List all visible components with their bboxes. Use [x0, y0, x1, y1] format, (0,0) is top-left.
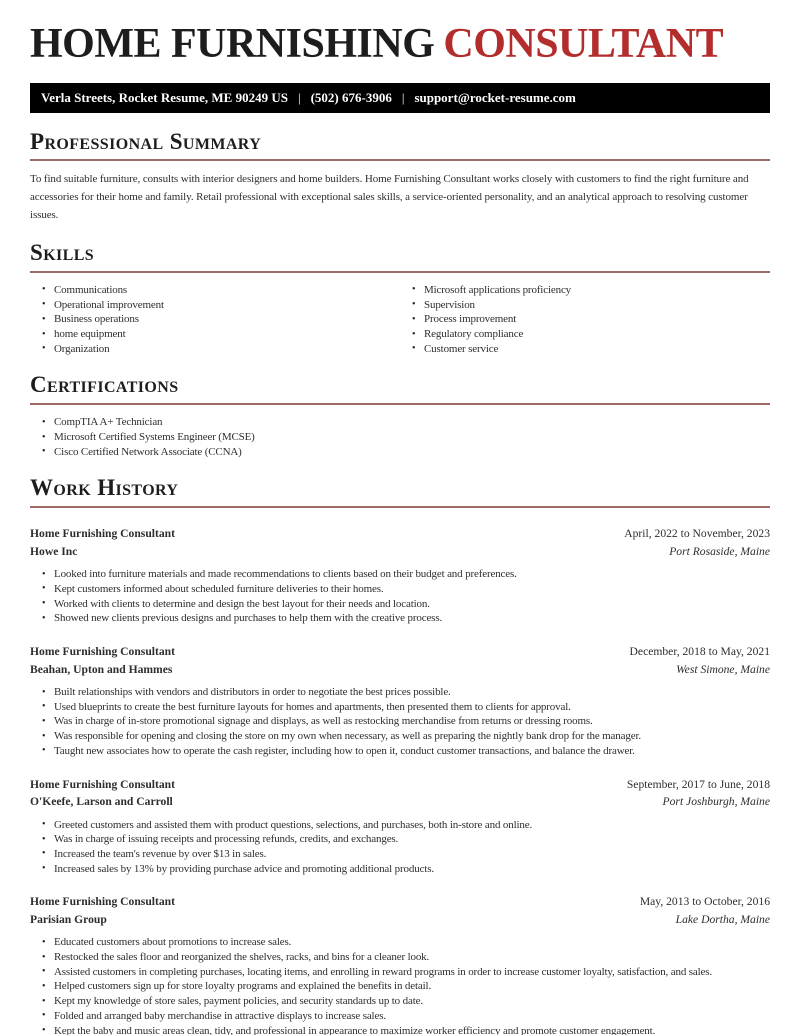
job-bullet: • Used blueprints to create the best furniture layouts for homes and apartments, then presented them to clients for approval. — [54, 700, 770, 715]
job-bullet: • Was responsible for opening and closing the store on my own when necessary, as well as preparing the nightly bank drop for the manager. — [54, 729, 770, 744]
job-bullet: • Looked into furniture materials and made recommendations to clients based on their budget and preferences. — [54, 567, 770, 582]
skill-item: • Microsoft applications proficiency — [424, 283, 770, 298]
job-bullet: • Showed new clients previous designs and purchases to help them with the creative process. — [54, 611, 770, 626]
certification-item: • CompTIA A+ Technician — [54, 415, 770, 430]
pipe-separator: | — [401, 89, 405, 105]
job-company: Parisian Group — [30, 912, 107, 926]
job-bullet: • Was in charge of issuing receipts and processing refunds, credits, and exchanges. — [54, 832, 770, 847]
skill-item: • Supervision — [424, 298, 770, 313]
job-bullets — [30, 567, 770, 626]
job-company: O'Keefe, Larson and Carroll — [30, 795, 173, 809]
job-bullet: • Kept customers informed about scheduled furniture deliveries to their homes. — [54, 582, 770, 597]
contact-address: Verla Streets, Rocket Resume, ME 90249 US — [41, 89, 288, 105]
job-bullet: • Built relationships with vendors and distributors in order to negotiate the best prices possible. — [54, 685, 770, 700]
job-entry — [30, 525, 770, 626]
job-bullet: • Kept the baby and music areas clean, tidy, and professional in appearance to maximize worker efficiency and promote customer engagement. — [54, 1024, 770, 1035]
skill-item: • Operational improvement — [54, 298, 400, 313]
job-company: Howe Inc — [30, 544, 78, 558]
job-entry — [30, 893, 770, 1035]
section-professional-summary — [30, 130, 770, 225]
job-bullet: • Educated customers about promotions to increase sales. — [54, 935, 770, 950]
contact-phone: (502) 676-3906 — [310, 89, 392, 105]
professional-summary-text: To find suitable furniture, consults with interior designers and home builders. Home Furnishing Consultant works closely with customers to find the right furniture and accessories for their home and family. Retail professional with exceptional sales skills, a service-oriented personality, and an analytical approach to resolving customer issues. — [30, 173, 749, 221]
skill-item: • Communications — [54, 283, 400, 298]
section-certifications — [30, 373, 770, 459]
job-entry — [30, 643, 770, 759]
skill-item: • home equipment — [54, 327, 400, 342]
job-company: Beahan, Upton and Hammes — [30, 662, 173, 676]
job-company-row — [30, 543, 770, 561]
skills-column-right — [400, 283, 770, 357]
job-location: Port Joshburgh, Maine — [662, 795, 770, 809]
contact-bar — [30, 83, 770, 113]
professional-summary-heading: Professional Summary — [30, 130, 770, 162]
certifications-heading: Certifications — [30, 373, 770, 405]
skills-column-left — [30, 283, 400, 357]
job-title: Home Furnishing Consultant — [30, 645, 175, 659]
job-bullet: • Taught new associates how to operate the cash register, including how to open it, conduct customer transactions, and balance the drawer. — [54, 744, 770, 759]
title-primary: HOME FURNISHING — [30, 21, 435, 67]
certification-item: • Cisco Certified Network Associate (CCNA) — [54, 445, 770, 460]
skills-heading: Skills — [30, 241, 770, 273]
job-bullets — [30, 818, 770, 877]
pipe-separator: | — [297, 89, 301, 105]
skill-item: • Organization — [54, 342, 400, 357]
job-title: Home Furnishing Consultant — [30, 527, 175, 541]
certification-item: • Microsoft Certified Systems Engineer (MCSE) — [54, 430, 770, 445]
job-bullet: • Restocked the sales floor and reorganized the shelves, racks, and bins for a cleaner look. — [54, 950, 770, 965]
skills-columns — [30, 283, 770, 357]
job-title: Home Furnishing Consultant — [30, 777, 175, 791]
job-dates: May, 2013 to October, 2016 — [639, 895, 770, 909]
job-title-row — [30, 776, 770, 794]
job-bullet: • Was in charge of in-store promotional signage and displays, as well as restocking merchandise from returns or dressing rooms. — [54, 714, 770, 729]
job-list — [30, 525, 770, 1035]
skill-item: • Process improvement — [424, 312, 770, 327]
section-work-history — [30, 476, 770, 1035]
job-company-row — [30, 793, 770, 811]
job-bullets — [30, 685, 770, 759]
job-location: Port Rosaside, Maine — [669, 544, 770, 558]
contact-email: support@rocket-resume.com — [414, 89, 576, 105]
job-bullet: • Assisted customers in completing purchases, locating items, and enrolling in reward programs in order to increase customer loyalty, satisfaction, and sales. — [54, 965, 770, 980]
job-dates: April, 2022 to November, 2023 — [624, 527, 770, 541]
job-company-row — [30, 911, 770, 929]
title-accent: CONSULTANT — [443, 21, 724, 67]
job-location: West Simone, Maine — [676, 662, 770, 676]
job-bullet: • Kept my knowledge of store sales, payment policies, and security standards up to date. — [54, 994, 770, 1009]
job-bullet: • Increased sales by 13% by providing purchase advice and promoting additional products. — [54, 862, 770, 877]
job-bullet: • Helped customers sign up for store loyalty programs and explained the benefits in detail. — [54, 979, 770, 994]
job-dates: December, 2018 to May, 2021 — [629, 645, 770, 659]
job-bullet: • Folded and arranged baby merchandise in attractive displays to increase sales. — [54, 1009, 770, 1024]
resume-title — [30, 22, 770, 67]
work-history-heading: Work History — [30, 476, 770, 508]
job-title-row — [30, 893, 770, 911]
job-bullets — [30, 935, 770, 1035]
job-location: Lake Dortha, Maine — [675, 912, 770, 926]
skill-item: • Business operations — [54, 312, 400, 327]
job-entry — [30, 776, 770, 877]
section-skills — [30, 241, 770, 356]
job-dates: September, 2017 to June, 2018 — [626, 777, 770, 791]
job-title-row — [30, 525, 770, 543]
job-title-row — [30, 643, 770, 661]
skill-item: • Regulatory compliance — [424, 327, 770, 342]
job-company-row — [30, 661, 770, 679]
job-title: Home Furnishing Consultant — [30, 895, 175, 909]
job-bullet: • Increased the team's revenue by over $13 in sales. — [54, 847, 770, 862]
certifications-list — [30, 415, 770, 459]
job-bullet: • Worked with clients to determine and design the best layout for their needs and location. — [54, 597, 770, 612]
job-bullet: • Greeted customers and assisted them with product questions, selections, and purchases, both in-store and online. — [54, 818, 770, 833]
skill-item: • Customer service — [424, 342, 770, 357]
